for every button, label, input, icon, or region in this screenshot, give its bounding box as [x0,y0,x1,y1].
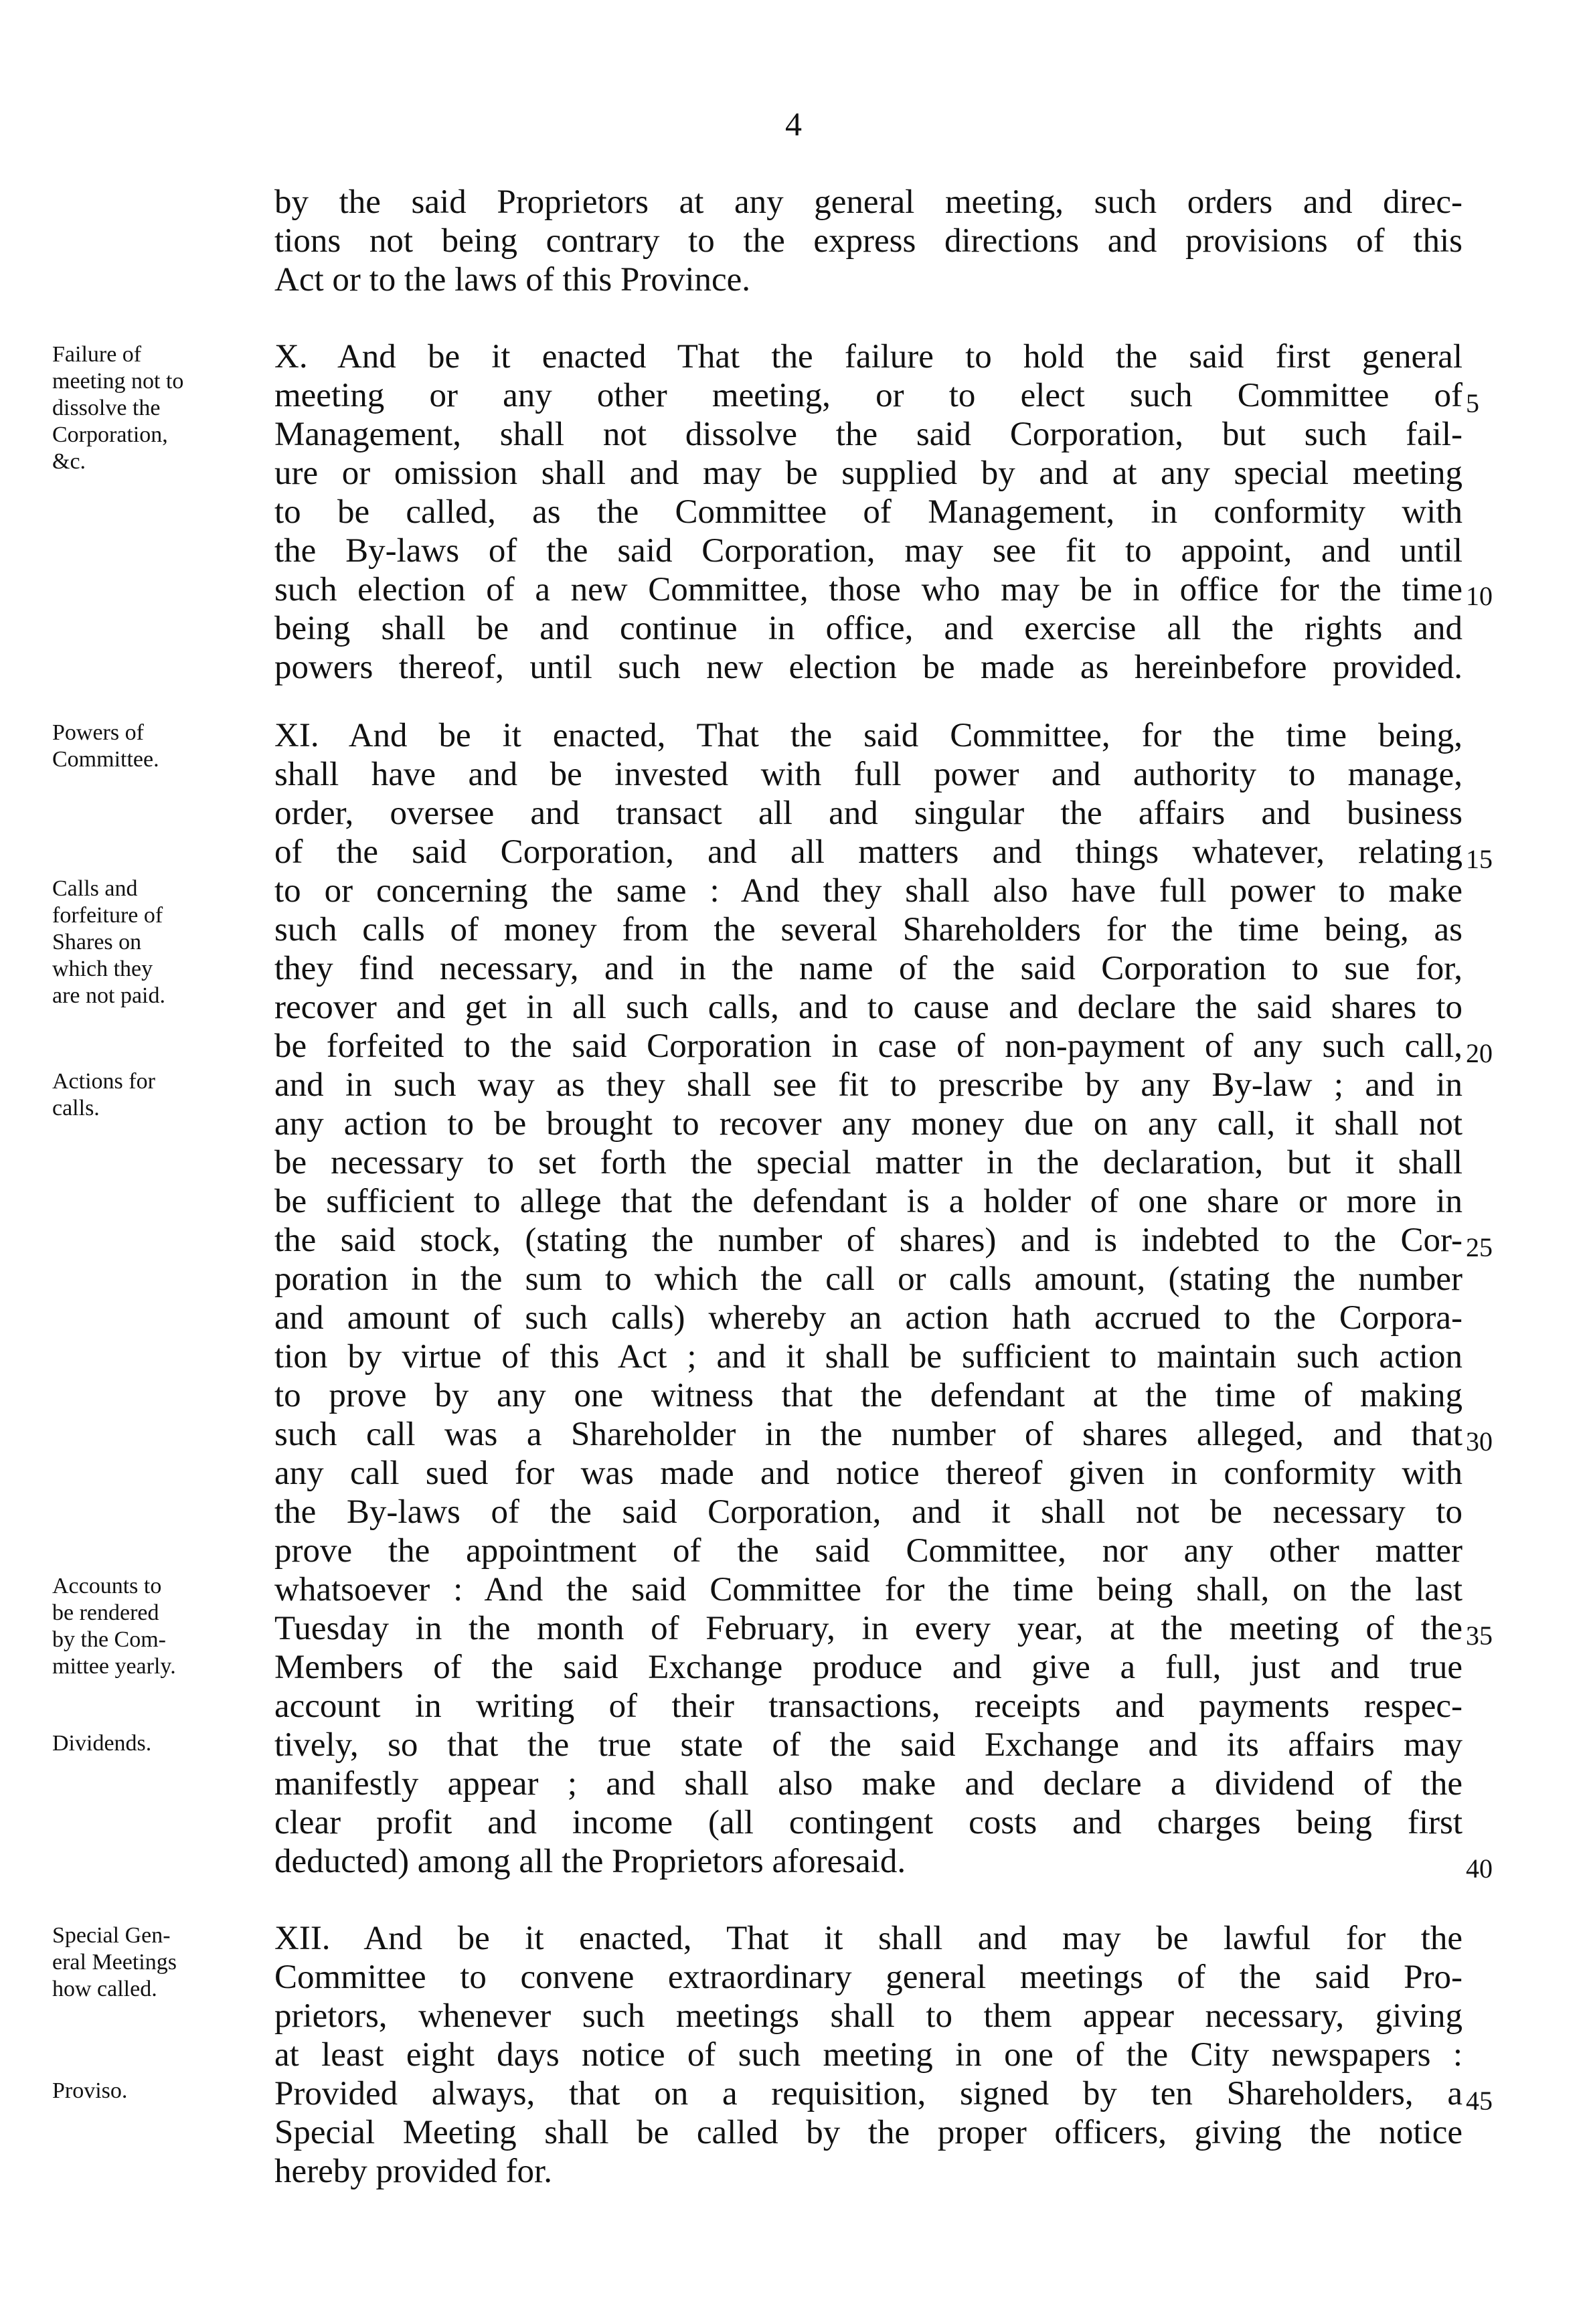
margin-note-line: Special Gen- [52,1923,171,1948]
text-line: be necessary to set forth the special matter in the declaration, but it shall [274,1144,1463,1181]
text-line: the By-laws of the said Corporation, and it shall not be necessary to [274,1493,1463,1531]
text-line: poration in the sum to which the call or calls amount, (stating the number [274,1260,1463,1298]
margin-note-line: dissolve the [52,396,161,420]
margin-note-line: be rendered [52,1600,159,1625]
text-line: being shall be and continue in office, and exercise all the rights and [274,610,1463,647]
line-number: 5 [1466,388,1479,418]
text-line: Special Meeting shall be called by the proper officers, giving the notice [274,2114,1463,2151]
margin-note-dividends [52,1730,265,1757]
text-line: deducted) among all the Proprietors aforesaid. [274,1843,906,1880]
margin-note-accounts-rendered [52,1573,265,1680]
margin-note-line: Corporation, [52,422,168,447]
line-number: 15 [1466,844,1493,874]
margin-note-line: Committee. [52,747,159,772]
margin-note-line: Calls and [52,876,138,901]
text-line: the By-laws of the said Corporation, may see fit to appoint, and until [274,532,1463,570]
margin-note-line: by the Com- [52,1627,166,1652]
margin-note-line: calls. [52,1096,100,1120]
text-line: tions not being contrary to the express directions and provisions of this [274,222,1463,260]
text-line: by the said Proprietors at any general meeting, such orders and direc- [274,183,1463,221]
line-number: 45 [1466,2086,1493,2116]
text-line: to or concerning the same : And they shall also have full power to make [274,872,1463,910]
text-line: account in writing of their transactions, receipts and payments respec- [274,1687,1463,1725]
text-line: whatsoever : And the said Committee for the time being shall, on the last [274,1571,1463,1608]
text-line: hereby provided for. [274,2153,552,2190]
line-number: 35 [1466,1621,1493,1651]
text-line: tively, so that the true state of the said Exchange and its affairs may [274,1726,1463,1764]
margin-note-line: Dividends. [52,1731,152,1756]
text-line: shall have and be invested with full power and authority to manage, [274,756,1463,793]
margin-note-special-meetings [52,1922,265,2003]
text-line: prietors, whenever such meetings shall to them appear necessary, giving [274,1997,1463,2035]
text-line: such calls of money from the several Shareholders for the time being, as [274,911,1463,948]
text-line: they find necessary, and in the name of the said Corporation to sue for, [274,950,1463,987]
margin-note-actions-calls [52,1068,265,1122]
margin-note-calls-forfeiture [52,876,265,1009]
text-line: Members of the said Exchange produce and give a full, just and true [274,1649,1463,1686]
margin-note-line: Actions for [52,1069,155,1094]
text-line: Management, shall not dissolve the said Corporation, but such fail- [274,416,1463,453]
text-line: Provided always, that on a requisition, signed by ten Shareholders, a [274,2075,1463,2112]
section-xi-heading-line: XI. And be it enacted, That the said Committee, for the time being, [274,717,1463,754]
margin-note-line: Accounts to [52,1574,162,1598]
text-line: of the said Corporation, and all matters and things whatever, relating [274,833,1463,871]
page-number: 4 [785,105,802,143]
text-line: ure or omission shall and may be supplied by and at any special meeting [274,454,1463,492]
line-number: 30 [1466,1426,1493,1457]
margin-note-proviso [52,2078,265,2104]
margin-note-line: &c. [52,449,86,474]
margin-note-line: which they [52,957,153,981]
text-line: Tuesday in the month of February, in every year, at the meeting of the [274,1610,1463,1647]
text-line: such call was a Shareholder in the number of shares alleged, and that [274,1416,1463,1453]
text-line: recover and get in all such calls, and to cause and declare the said shares to [274,989,1463,1026]
text-line: such election of a new Committee, those who may be in office for the time [274,571,1463,608]
text-line: manifestly appear ; and shall also make and declare a dividend of the [274,1765,1463,1803]
text-line: the said stock, (stating the number of shares) and is indebted to the Cor- [274,1222,1463,1259]
text-line: clear profit and income (all contingent costs and charges being first [274,1804,1463,1841]
text-line: and amount of such calls) whereby an action hath accrued to the Corpora- [274,1299,1463,1337]
text-line: be sufficient to allege that the defendant is a holder of one share or more in [274,1183,1463,1220]
margin-note-line: meeting not to [52,369,184,394]
margin-note-line: forfeiture of [52,903,163,928]
margin-note-failure-dissolve [52,341,265,475]
text-line: Committee to convene extraordinary general meetings of the said Pro- [274,1959,1463,1996]
margin-note-line: Shares on [52,930,142,954]
margin-note-line: Powers of [52,720,144,745]
line-number: 10 [1466,581,1493,611]
text-line: any call sued for was made and notice thereof given in conformity with [274,1455,1463,1492]
line-number: 25 [1466,1232,1493,1262]
text-line: Act or to the laws of this Province. [274,261,751,299]
text-line: order, oversee and transact all and singular the affairs and business [274,795,1463,832]
margin-note-line: mittee yearly. [52,1654,176,1679]
section-x-heading-line: X. And be it enacted That the failure to hold the said first general [274,338,1463,376]
text-line: any action to be brought to recover any money due on any call, it shall not [274,1105,1463,1143]
text-line: powers thereof, until such new election be made as hereinbefore provided. [274,649,1463,686]
margin-note-line: Failure of [52,342,142,367]
text-line: prove the appointment of the said Committee, nor any other matter [274,1532,1463,1570]
section-xii-heading-line: XII. And be it enacted, That it shall and may be lawful for the [274,1920,1463,1957]
text-line: be forfeited to the said Corporation in case of non-payment of any such call, [274,1027,1463,1065]
text-line: tion by virtue of this Act ; and it shall be sufficient to maintain such action [274,1338,1463,1376]
margin-note-line: are not paid. [52,983,165,1008]
text-line: to be called, as the Committee of Management, in conformity with [274,493,1463,531]
text-line: to prove by any one witness that the defendant at the time of making [274,1377,1463,1414]
text-line: at least eight days notice of such meeting in one of the City newspapers : [274,2036,1463,2074]
text-line: meeting or any other meeting, or to elect such Committee of [274,377,1463,414]
margin-note-line: how called. [52,1977,157,2001]
margin-note-line: eral Meetings [52,1950,177,1975]
margin-note-powers-committee [52,720,265,773]
line-number: 20 [1466,1038,1493,1068]
margin-note-line: Proviso. [52,2078,128,2103]
text-line: and in such way as they shall see fit to prescribe by any By-law ; and in [274,1066,1463,1104]
line-number: 40 [1466,1853,1493,1884]
